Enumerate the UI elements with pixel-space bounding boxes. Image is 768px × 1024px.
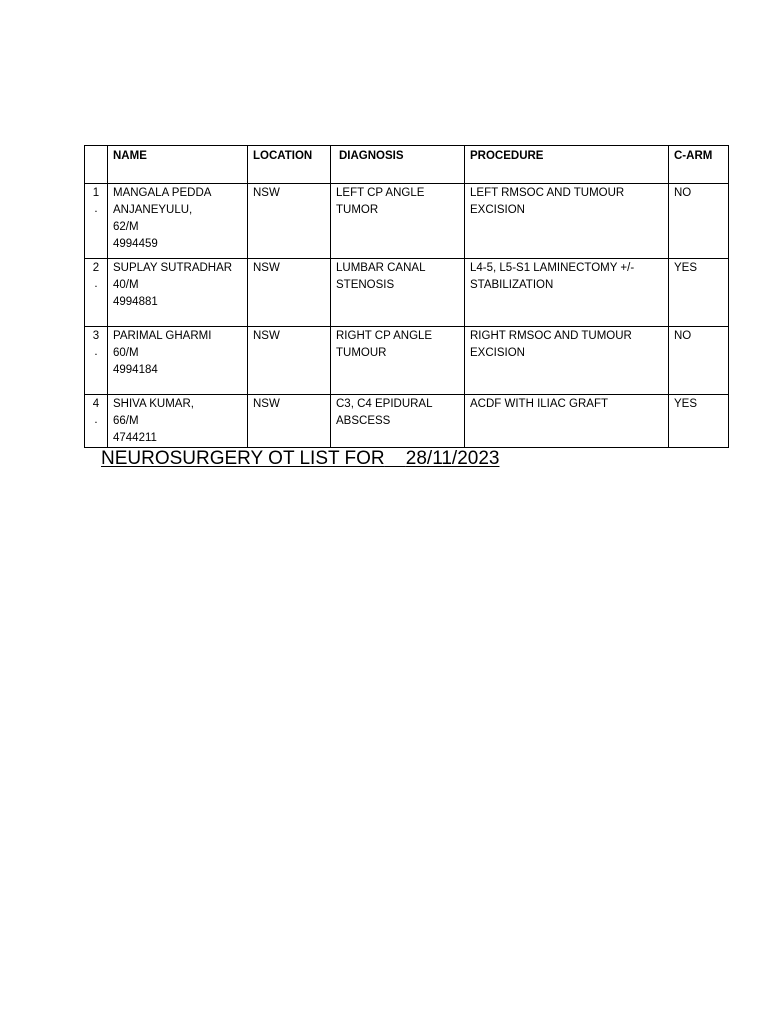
table-row (85, 184, 729, 259)
patient-name-line: MANGALA PEDDA (113, 187, 212, 199)
patient-age-sex: 60/M (113, 347, 139, 359)
page-title-label: NEUROSURGERY OT LIST FOR (101, 448, 385, 469)
diagnosis-line: C3, C4 EPIDURAL (336, 398, 433, 410)
cell-location: NSW (248, 395, 331, 448)
serial-number: 1 (92, 187, 100, 199)
cell-diagnosis (331, 327, 465, 395)
patient-id: 4994881 (113, 296, 158, 308)
serial-dot: . (94, 346, 98, 358)
serial-dot: . (94, 278, 98, 290)
patient-name-line: SUPLAY SUTRADHAR (113, 262, 233, 274)
cell-serial (85, 327, 108, 395)
diagnosis-line: TUMOR (336, 204, 379, 216)
cell-diagnosis (331, 259, 465, 327)
patient-id: 4994459 (113, 238, 158, 250)
cell-procedure (465, 327, 669, 395)
patient-name-line: ANJANEYULU, (113, 204, 193, 216)
procedure-line: EXCISION (470, 347, 525, 359)
serial-dot: . (94, 203, 98, 215)
cell-carm: YES (669, 395, 729, 448)
patient-name-line: SHIVA KUMAR, (113, 398, 194, 410)
cell-location: NSW (248, 327, 331, 395)
procedure-line: ACDF WITH ILIAC GRAFT (470, 398, 608, 410)
diagnosis-line: LEFT CP ANGLE (336, 187, 425, 199)
cell-carm: YES (669, 259, 729, 327)
table-row (85, 327, 729, 395)
patient-age-sex: 62/M (113, 221, 139, 233)
procedure-line: STABILIZATION (470, 279, 554, 291)
procedure-line: L4-5, L5-S1 LAMINECTOMY +/- (470, 262, 635, 274)
cell-diagnosis (331, 395, 465, 448)
patient-age-sex: 66/M (113, 415, 139, 427)
cell-carm: NO (669, 327, 729, 395)
patient-id: 4994184 (113, 364, 158, 376)
patient-name-line: PARIMAL GHARMI (113, 330, 212, 342)
header-location: LOCATION (248, 146, 331, 184)
serial-number: 2 (92, 262, 100, 274)
table-row (85, 395, 729, 448)
diagnosis-line: ABSCESS (336, 415, 391, 427)
diagnosis-line: STENOSIS (336, 279, 395, 291)
header-serial (85, 146, 108, 184)
cell-carm: NO (669, 184, 729, 259)
procedure-line: EXCISION (470, 204, 525, 216)
cell-name (108, 259, 248, 327)
table-row (85, 259, 729, 327)
diagnosis-line: TUMOUR (336, 347, 387, 359)
procedure-line: RIGHT RMSOC AND TUMOUR (470, 330, 632, 342)
header-diagnosis (331, 146, 465, 184)
cell-diagnosis (331, 184, 465, 259)
patient-id: 4744211 (113, 432, 157, 444)
cell-name (108, 395, 248, 448)
header-procedure: PROCEDURE (465, 146, 669, 184)
ot-list-table (84, 145, 729, 448)
diagnosis-line: LUMBAR CANAL (336, 262, 426, 274)
header-carm: C-ARM (669, 146, 729, 184)
cell-location: NSW (248, 184, 331, 259)
cell-location: NSW (248, 259, 331, 327)
procedure-line: LEFT RMSOC AND TUMOUR (470, 187, 625, 199)
cell-procedure (465, 259, 669, 327)
header-name: NAME (108, 146, 248, 184)
diagnosis-line: RIGHT CP ANGLE (336, 330, 433, 342)
cell-serial (85, 395, 108, 448)
serial-number: 3 (92, 330, 100, 342)
page-title-date: 28/11/2023 (405, 448, 500, 469)
cell-name (108, 184, 248, 259)
table-header-row (85, 146, 729, 184)
patient-age-sex: 40/M (113, 279, 139, 291)
page-title (101, 446, 499, 472)
header-diagnosis-label: DIAGNOSIS (339, 150, 404, 162)
serial-dot: . (94, 414, 98, 426)
cell-procedure (465, 395, 669, 448)
serial-number: 4 (92, 398, 100, 410)
cell-procedure (465, 184, 669, 259)
cell-serial (85, 259, 108, 327)
cell-name (108, 327, 248, 395)
cell-serial (85, 184, 108, 259)
